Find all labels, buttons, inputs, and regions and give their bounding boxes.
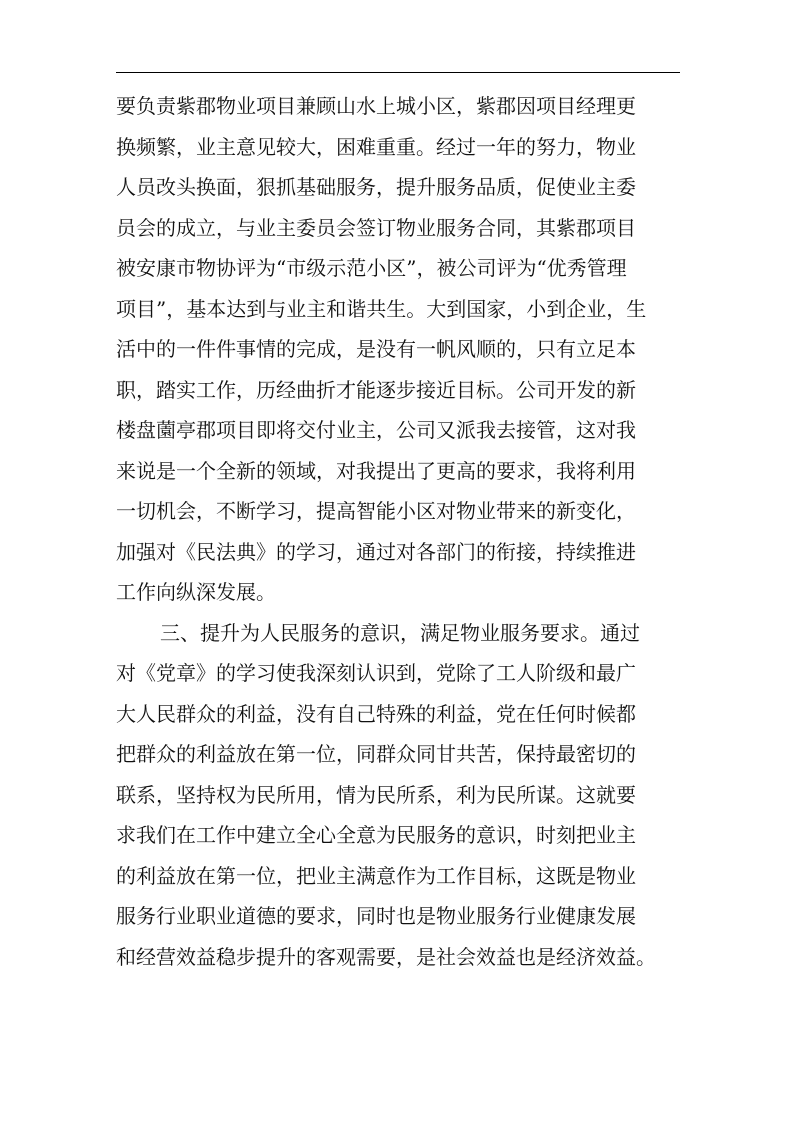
text-line: 服务行业职业道德的要求，同时也是物业服务行业健康发展	[116, 904, 636, 928]
text-line: 员会的成立，与业主委员会签订物业服务合同，其紫郡项目	[116, 215, 636, 240]
body-text	[116, 86, 680, 977]
text-line: 大人民群众的利益，没有自己特殊的利益，党在任何时候都	[116, 701, 636, 726]
text-line: 活中的一件件事情的完成，是没有一帆风顺的，只有立足本	[116, 337, 636, 361]
text-line: 工作向纵深发展。	[116, 580, 276, 604]
text-line: 对《党章》的学习使我深刻认识到，党除了工人阶级和最广	[116, 661, 636, 685]
text-line: 职，踏实工作，历经曲折才能逐步接近目标。公司开发的新	[116, 377, 636, 402]
text-line: 把群众的利益放在第一位，同群众同甘共苦，保持最密切的	[116, 742, 636, 766]
text-line: 项目”，基本达到与业主和谐共生。大到国家，小到企业，生	[116, 296, 647, 321]
text-line: 和经营效益稳步提升的客观需要，是社会效益也是经济效益。	[116, 944, 656, 969]
text-line: 要负责紫郡物业项目兼顾山水上城小区，紫郡因项目经理更	[116, 94, 636, 118]
text-line: 加强对《民法典》的学习，通过对各部门的衔接，持续推进	[116, 539, 636, 564]
text-line: 楼盘薗亭郡项目即将交付业主，公司又派我去接管，这对我	[116, 418, 636, 442]
text-line: 求我们在工作中建立全心全意为民服务的意识，时刻把业主	[116, 823, 636, 847]
header-rule	[116, 72, 680, 73]
text-line: 来说是一个全新的领域，对我提出了更高的要求，我将利用	[116, 458, 636, 483]
text-line: 换频繁，业主意见较大，困难重重。经过一年的努力，物业	[116, 134, 636, 159]
text-line: 一切机会，不断学习，提高智能小区对物业带来的新变化，	[116, 499, 636, 523]
text-line: 联系，坚持权为民所用，情为民所系，利为民所谋。这就要	[116, 782, 636, 807]
text-line: 被安康市物协评为“市级示范小区”，被公司评为“优秀管理	[116, 256, 627, 280]
text-line: 的利益放在第一位，把业主满意作为工作目标，这既是物业	[116, 863, 636, 888]
section-heading-line: 三、提升为人民服务的意识，满足物业服务要求。通过	[160, 620, 640, 645]
text-line: 人员改头换面，狠抓基础服务，提升服务品质，促使业主委	[116, 175, 636, 199]
